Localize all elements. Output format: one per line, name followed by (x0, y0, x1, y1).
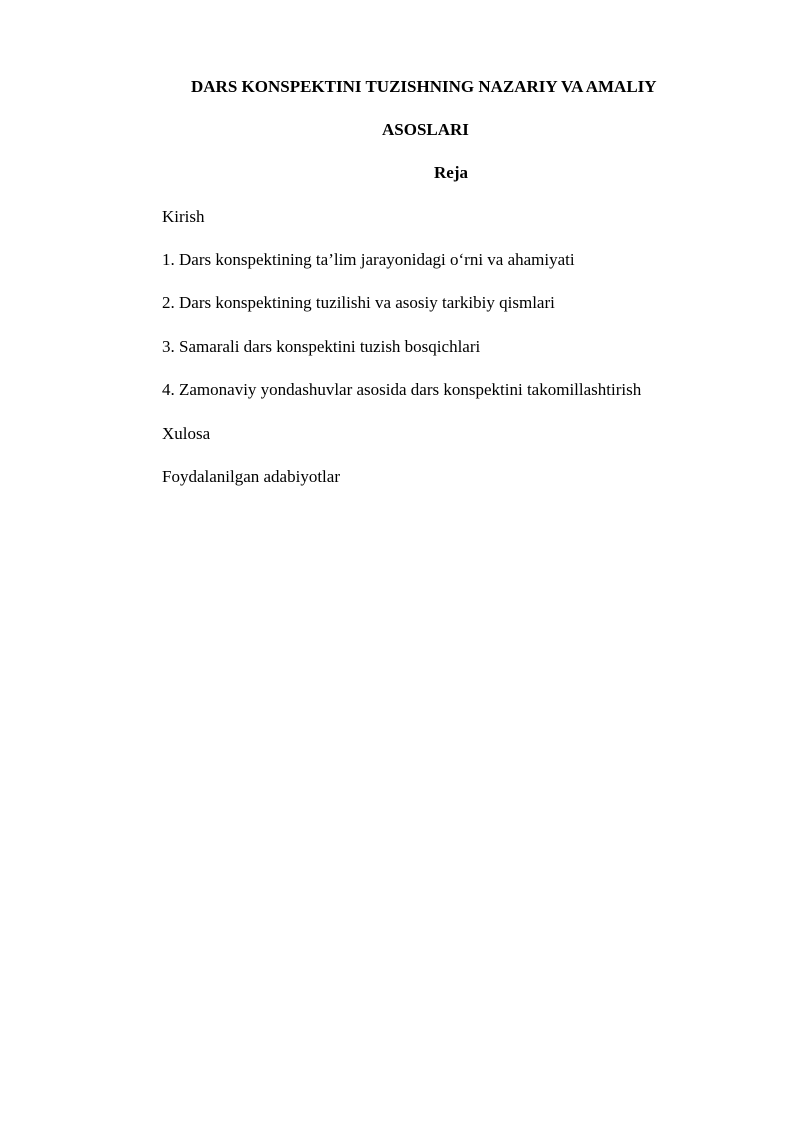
document-title-line-2: ASOSLARI (382, 120, 469, 139)
plan-item-references: Foydalanilgan adabiyotlar (162, 467, 340, 486)
plan-item-conclusion: Xulosa (162, 424, 211, 443)
plan-item-3: 3. Samarali dars konspektini tuzish bosqichlari (162, 337, 481, 356)
document-title-line-1: DARS KONSPEKTINI TUZISHNING NAZARIY VA AMALIY (191, 77, 657, 96)
plan-item-introduction: Kirish (162, 207, 205, 226)
plan-item-2: 2. Dars konspektining tuzilishi va asosiy tarkibiy qismlari (162, 293, 555, 312)
plan-item-4: 4. Zamonaviy yondashuvlar asosida dars konspektini takomillashtirish (162, 380, 642, 399)
plan-item-1: 1. Dars konspektining ta’lim jarayonidagi o‘rni va ahamiyati (162, 250, 575, 269)
plan-heading: Reja (434, 163, 468, 182)
